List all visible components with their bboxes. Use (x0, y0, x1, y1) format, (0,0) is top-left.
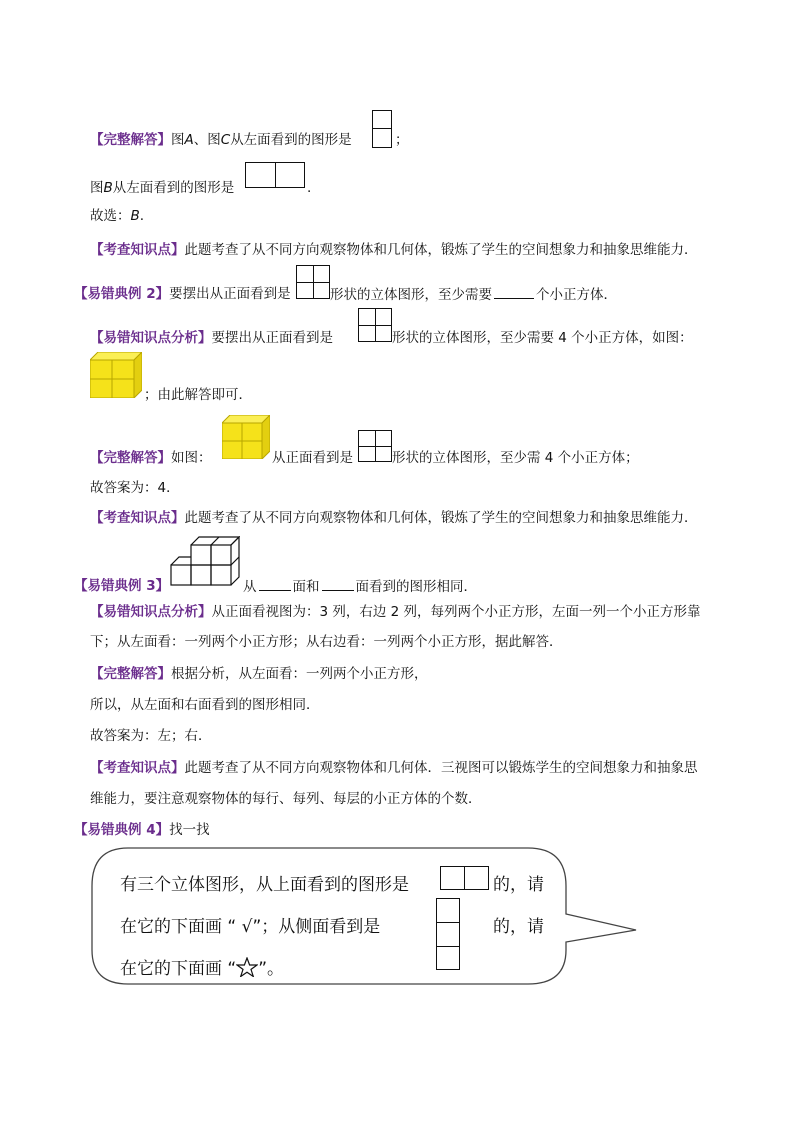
top-view-figure (440, 866, 489, 890)
bubble-line-1-end: 的，请 (493, 875, 544, 895)
text: 从 (243, 579, 257, 595)
example-3-analysis (90, 602, 701, 622)
knowledge-point-1 (90, 240, 698, 260)
answer-line-1 (90, 130, 352, 150)
text: 在它的下面画 “ (120, 959, 237, 979)
left-view-vertical-figure (372, 110, 392, 148)
text: 故选： (90, 208, 131, 224)
front-view-2x2-figure (296, 265, 330, 299)
text: 找一找 (169, 822, 210, 838)
example-2-analysis (90, 328, 333, 348)
front-view-2x2-figure (358, 308, 392, 342)
text: ；由此解答即可． (144, 387, 252, 403)
example-3-tag (74, 576, 169, 596)
text: 图 (90, 180, 104, 196)
text: 要摆出从正面看到是 (169, 286, 291, 302)
answer-line-3 (90, 206, 144, 226)
text: 从左面看到的图形是 (112, 180, 235, 196)
knowledge-point-2 (90, 508, 698, 528)
stacked-cubes-figure (170, 536, 240, 586)
text: 从左面看到的图形是 (230, 132, 352, 148)
example-2-answer (90, 448, 212, 468)
fig-label: A (184, 132, 194, 148)
tag-example: 【易错典例 4】 (74, 822, 170, 838)
text: 图 (171, 132, 185, 148)
final-answer: 故答案为：4． (90, 480, 180, 496)
front-view-2x2-figure (358, 430, 392, 462)
bubble-line-1: 有三个立体图形，从上面看到的图形是 (120, 875, 409, 895)
bubble-line-3 (120, 954, 284, 979)
text: 此题考查了从不同方向观察物体和几何体，锻炼了学生的空间想象力和抽象思维能力． (184, 510, 698, 526)
tag-knowledge: 【考查知识点】 (90, 760, 185, 776)
text: 面看到的图形相同． (355, 579, 477, 595)
fill-blank[interactable] (494, 284, 534, 299)
text: 下；从左面看：一列两个小正方形；从右边看：一列两个小正方形，据此解答． (90, 634, 563, 650)
left-view-horizontal-figure (245, 162, 305, 188)
text: . (139, 208, 145, 224)
text: 形状的立体图形，至少需要 4 个小正方体，如图： (392, 330, 693, 346)
bubble-line-2-end: 的，请 (493, 917, 544, 937)
example-3-answer (90, 664, 428, 684)
tag-complete-answer: 【完整解答】 (90, 450, 171, 466)
tag-analysis: 【易错知识点分析】 (90, 330, 212, 346)
semicolon: ； (395, 132, 409, 148)
text: 从正面看到是 (272, 450, 353, 466)
text: 所以，从左面和右面看到的图形相同． (90, 697, 320, 713)
text: 形状的立体图形，至少需要 (330, 287, 492, 303)
answer-line-2 (90, 178, 234, 198)
fill-blank[interactable] (259, 576, 291, 591)
tag-knowledge: 【考查知识点】 (90, 242, 185, 258)
text: 要摆出从正面看到是 (211, 330, 333, 346)
text: 维能力，要注意观察物体的每行、每列、每层的小正方体的个数． (90, 791, 482, 807)
yellow-cube-stack-image (90, 352, 142, 398)
fill-blank[interactable] (322, 576, 354, 591)
star-icon (236, 957, 258, 977)
yellow-cube-stack-image (222, 415, 270, 459)
bubble-line-2: 在它的下面画 “ √”；从侧面看到是 (120, 917, 381, 937)
tag-complete-answer: 【完整解答】 (90, 666, 171, 682)
example-4-question (74, 820, 210, 840)
tag-analysis: 【易错知识点分析】 (90, 604, 212, 620)
fig-label: B (103, 180, 113, 196)
example-3-question (243, 576, 477, 597)
knowledge-point-3 (90, 758, 698, 778)
tag-example: 【易错典例 2】 (74, 286, 170, 302)
answer: B (130, 208, 140, 224)
text: 从正面看视图为：3 列，右边 2 列，每列两个小正方形，左面一列一个小正方形靠 (211, 604, 701, 620)
period: . (307, 180, 312, 196)
text: 根据分析，从左面看：一列两个小正方形， (171, 666, 428, 682)
example-2-question (74, 284, 291, 304)
text: 形状的立体图形，至少需 4 个小正方体； (392, 450, 639, 466)
final-answer: 故答案为：左；右． (90, 728, 212, 744)
text: ”。 (258, 959, 285, 979)
text: 面和 (292, 579, 320, 595)
example-2-question-cont (330, 284, 617, 305)
text: 此题考查了从不同方向观察物体和几何体，锻炼了学生的空间想象力和抽象思维能力． (184, 242, 698, 258)
tag-example: 【易错典例 3】 (74, 578, 170, 594)
text: 如图： (171, 450, 212, 466)
text: 此题考查了从不同方向观察物体和几何体．三视图可以锻炼学生的空间想象力和抽象思 (184, 760, 698, 776)
text: 、图 (193, 132, 221, 148)
side-view-figure (436, 898, 460, 970)
tag-knowledge: 【考查知识点】 (90, 510, 185, 526)
tag-complete-answer: 【完整解答】 (90, 132, 171, 148)
fig-label: C (220, 132, 231, 148)
text: 个小正方体． (536, 287, 617, 303)
